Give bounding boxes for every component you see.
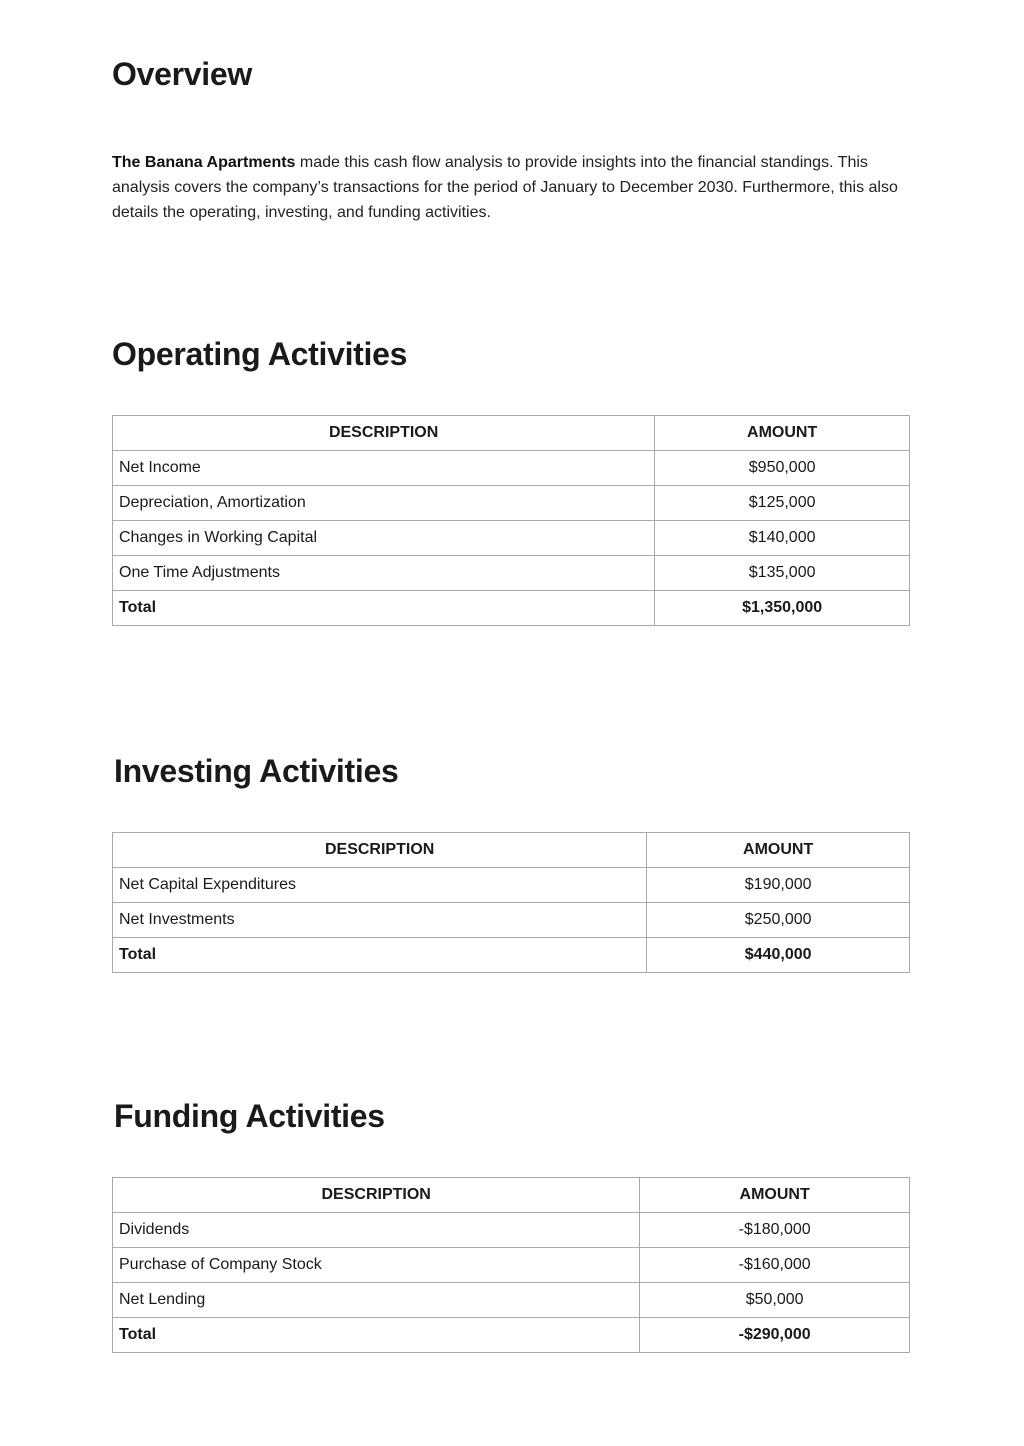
amount-column-header: AMOUNT — [640, 1178, 910, 1213]
description-column-header: DESCRIPTION — [113, 1178, 640, 1213]
total-row — [113, 591, 910, 626]
row-description: Purchase of Company Stock — [113, 1248, 640, 1283]
row-amount: $250,000 — [647, 903, 910, 938]
row-description: Net Capital Expenditures — [113, 868, 647, 903]
amount-column-header: AMOUNT — [647, 833, 910, 868]
operating-table — [112, 415, 910, 626]
total-label: Total — [113, 938, 647, 973]
row-description: Changes in Working Capital — [113, 521, 655, 556]
total-label: Total — [113, 591, 655, 626]
row-amount: $140,000 — [655, 521, 910, 556]
row-amount: $135,000 — [655, 556, 910, 591]
row-amount: $950,000 — [655, 451, 910, 486]
table-row — [113, 451, 910, 486]
table-row — [113, 486, 910, 521]
overview-paragraph — [112, 150, 912, 225]
total-row — [113, 1318, 910, 1353]
row-description: Net Lending — [113, 1283, 640, 1318]
row-amount: -$180,000 — [640, 1213, 910, 1248]
funding-heading: Funding Activities — [114, 1098, 385, 1134]
table-header-row — [113, 833, 910, 868]
row-amount: $50,000 — [640, 1283, 910, 1318]
description-column-header: DESCRIPTION — [113, 833, 647, 868]
table-row — [113, 1213, 910, 1248]
overview-heading: Overview — [112, 56, 252, 92]
row-description: Dividends — [113, 1213, 640, 1248]
table-row — [113, 556, 910, 591]
row-description: One Time Adjustments — [113, 556, 655, 591]
table-header-row — [113, 1178, 910, 1213]
row-description: Net Investments — [113, 903, 647, 938]
table-row — [113, 1248, 910, 1283]
investing-table — [112, 832, 910, 973]
operating-heading: Operating Activities — [112, 336, 408, 372]
total-amount: -$290,000 — [640, 1318, 910, 1353]
total-row — [113, 938, 910, 973]
row-description: Depreciation, Amortization — [113, 486, 655, 521]
total-amount: $1,350,000 — [655, 591, 910, 626]
table-row — [113, 868, 910, 903]
row-description: Net Income — [113, 451, 655, 486]
table-row — [113, 521, 910, 556]
table-row — [113, 903, 910, 938]
total-label: Total — [113, 1318, 640, 1353]
table-header-row — [113, 416, 910, 451]
investing-heading: Investing Activities — [114, 753, 399, 789]
row-amount: -$160,000 — [640, 1248, 910, 1283]
overview-text: made this cash flow analysis to provide insights into the financial standings. This analysis covers the company’s transactions for the period of January to December 2030. Furthermore, this also details the operating, investing, and funding activities. — [112, 154, 898, 221]
table-row — [113, 1283, 910, 1318]
amount-column-header: AMOUNT — [655, 416, 910, 451]
funding-table — [112, 1177, 910, 1353]
description-column-header: DESCRIPTION — [113, 416, 655, 451]
row-amount: $190,000 — [647, 868, 910, 903]
row-amount: $125,000 — [655, 486, 910, 521]
company-name: The Banana Apartments — [112, 154, 296, 171]
total-amount: $440,000 — [647, 938, 910, 973]
